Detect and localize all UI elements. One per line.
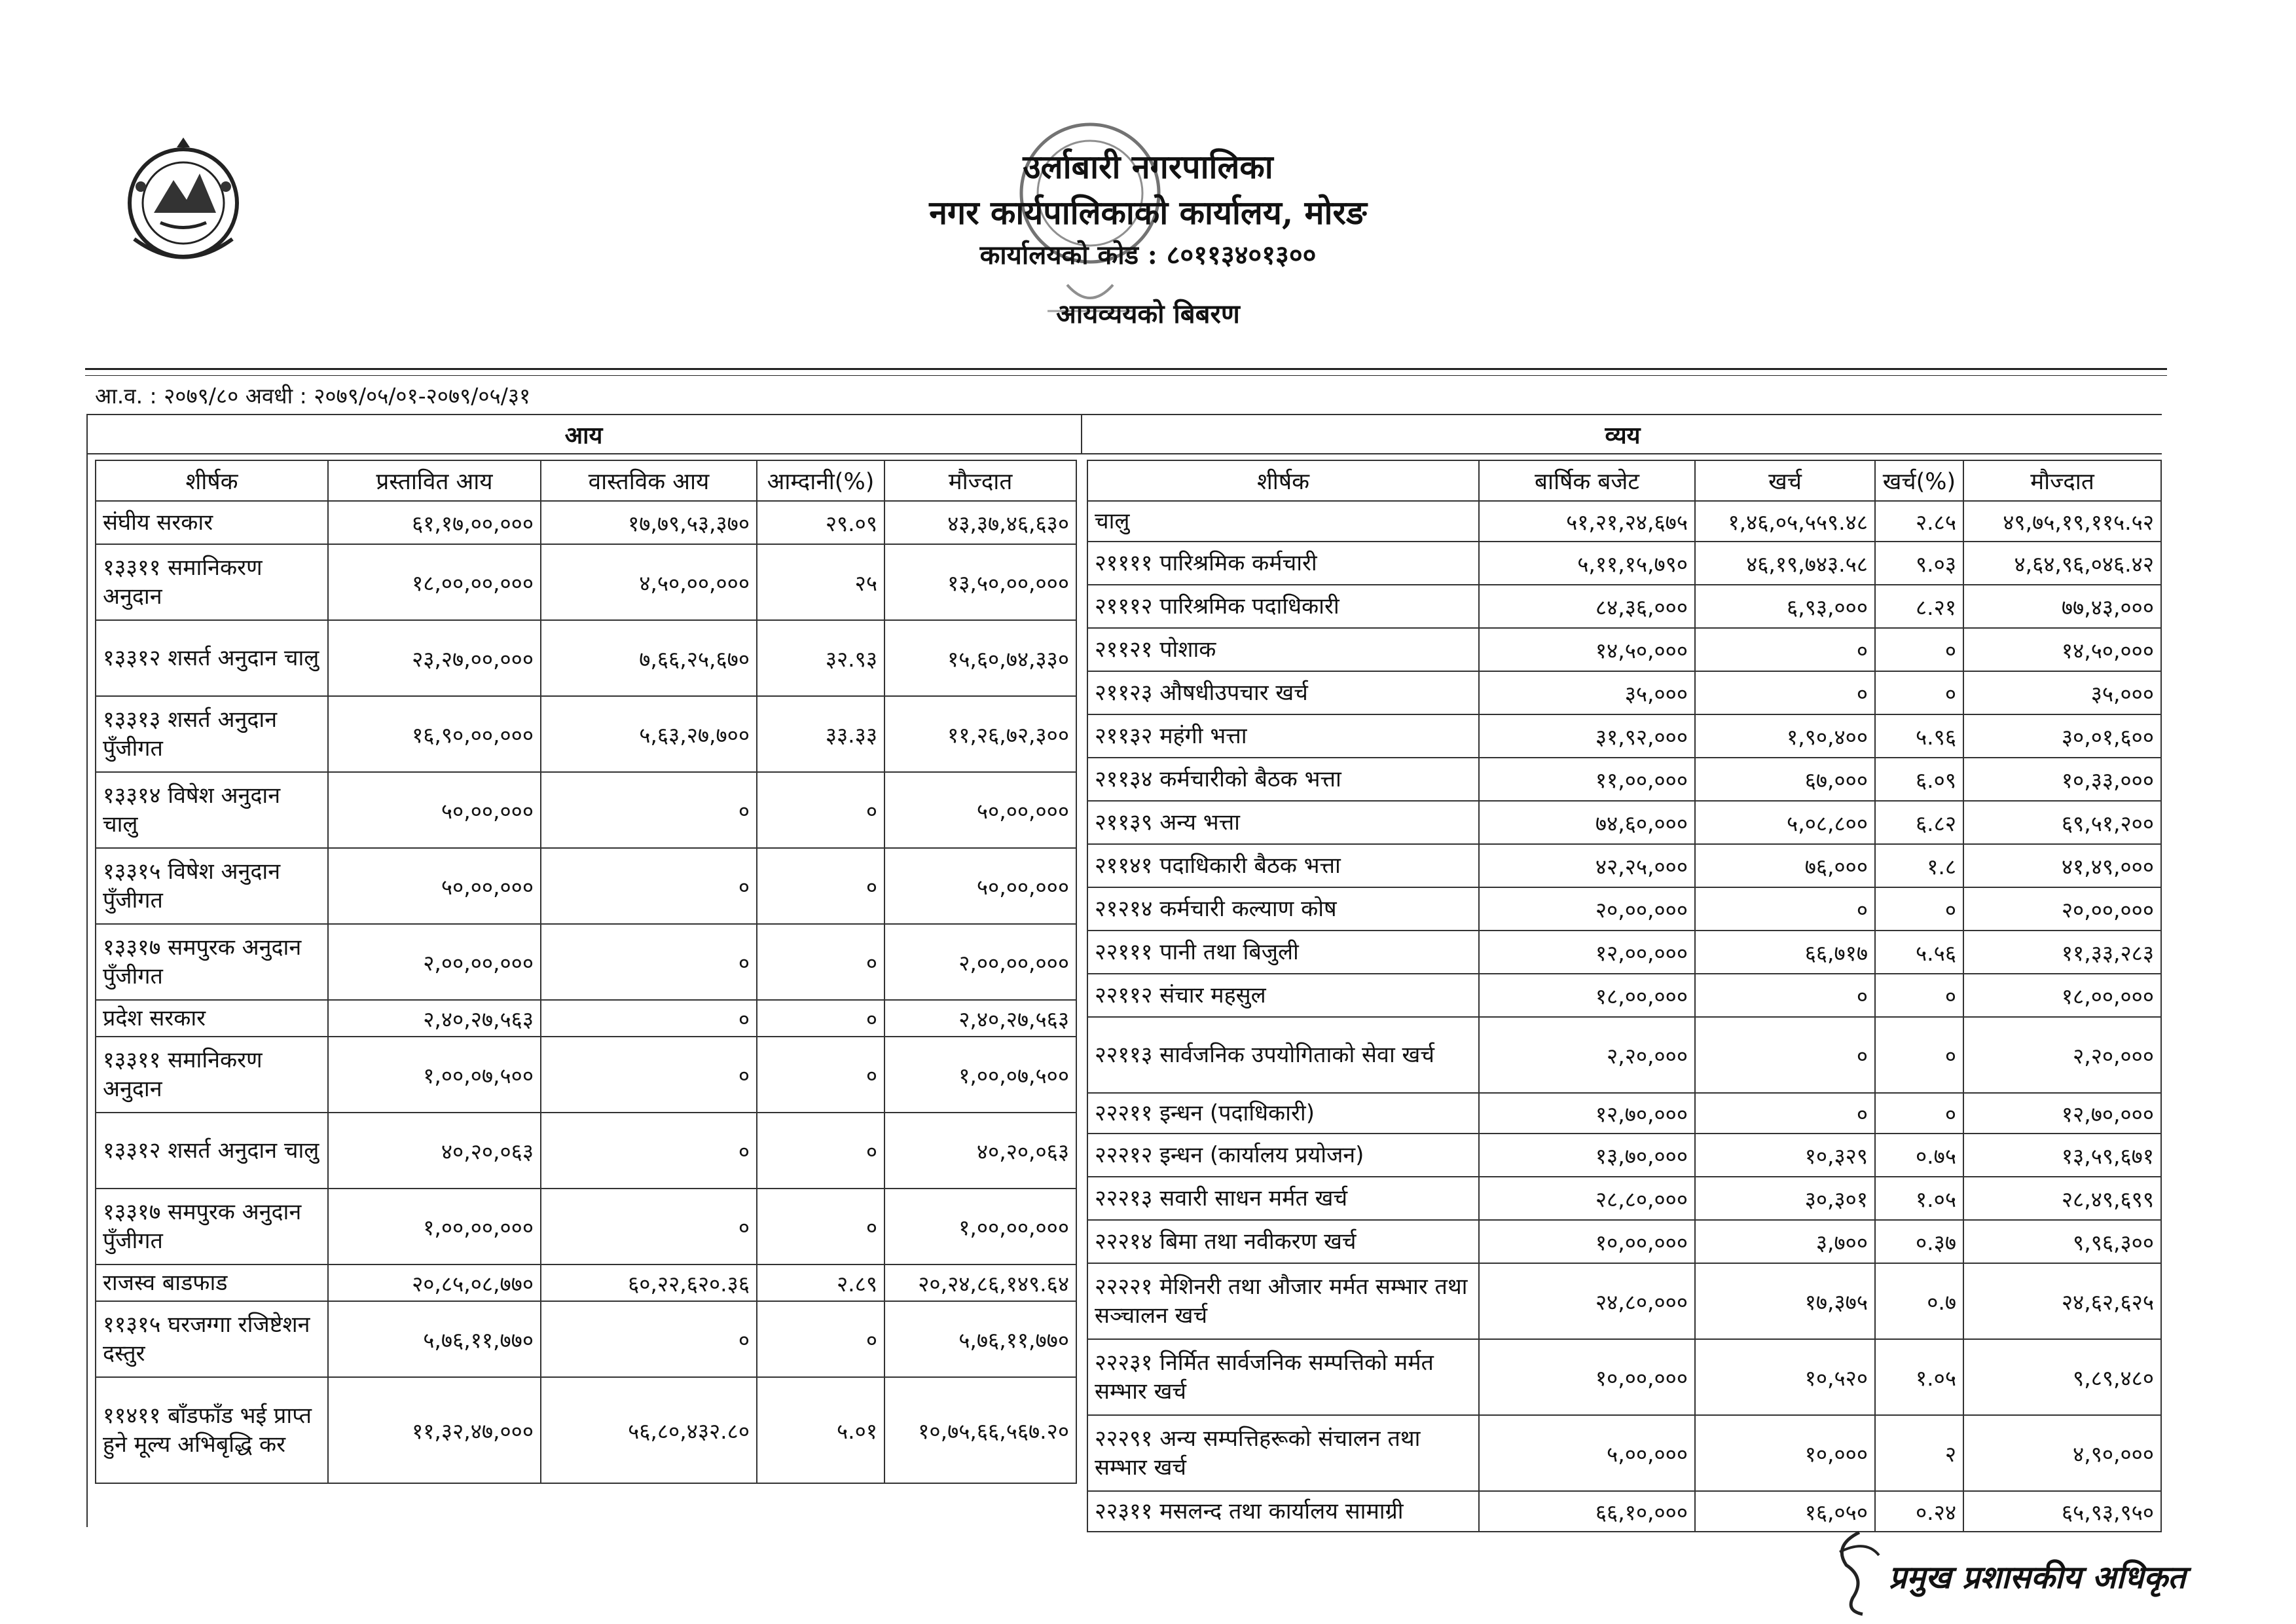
expense-cell-spent: १६,०५० xyxy=(1695,1491,1875,1532)
expense-cell-spent: ० xyxy=(1695,974,1875,1017)
income-cell-head: १३३१४ विषेश अनुदान चालु xyxy=(96,772,328,848)
income-cell-head: ११३१५ घरजग्गा रजिष्टेशन दस्तुर xyxy=(96,1301,328,1377)
income-cell-actual: ५६,८०,४३२.८० xyxy=(541,1377,757,1483)
expense-cell-head: चालु xyxy=(1087,501,1479,542)
income-cell-percent: ३२.९३ xyxy=(757,620,884,696)
expense-cell-budget: ६६,१०,००० xyxy=(1479,1491,1695,1532)
income-cell-balance: १०,७५,६६,५६७.२० xyxy=(884,1377,1076,1483)
expense-cell-percent: ०.७५ xyxy=(1875,1134,1963,1177)
expense-cell-spent: १०,३२९ xyxy=(1695,1134,1875,1177)
signatory-title: प्रमुख प्रशासकीय अधिकृत xyxy=(1889,1559,2186,1596)
expense-row xyxy=(1087,974,2161,1017)
income-cell-actual: १७,७९,५३,३७० xyxy=(541,501,757,544)
income-cell-balance: १,००,०७,५०० xyxy=(884,1037,1076,1113)
expense-row xyxy=(1087,1220,2161,1263)
expense-cell-head: २११११ पारिश्रमिक कर्मचारी xyxy=(1087,542,1479,585)
expense-row xyxy=(1087,931,2161,974)
income-cell-balance: २०,२४,८६,१४९.६४ xyxy=(884,1264,1076,1301)
expense-cell-budget: ८४,३६,००० xyxy=(1479,585,1695,628)
income-cell-percent: ५.०१ xyxy=(757,1377,884,1483)
expense-cell-balance: ६९,५१,२०० xyxy=(1963,801,2161,844)
expense-cell-percent: १.०५ xyxy=(1875,1339,1963,1415)
expense-cell-spent: १,९०,४०० xyxy=(1695,714,1875,758)
expense-cell-budget: ५१,२१,२४,६७५ xyxy=(1479,501,1695,542)
expense-row xyxy=(1087,1093,2161,1134)
expense-cell-percent: ०.७ xyxy=(1875,1263,1963,1339)
expense-cell-spent: ३,७०० xyxy=(1695,1220,1875,1263)
fiscal-period: आ.व. : २०७९/८० अवधी : २०७९/०५/०१-२०७९/०५/३१ xyxy=(95,383,531,409)
income-section-title: आय xyxy=(564,422,603,449)
income-cell-head: १३३१७ समपुरक अनुदान पुँजीगत xyxy=(96,1189,328,1264)
office-code: कार्यालयको कोड : ८०११३४०१३०० xyxy=(979,240,1317,270)
income-cell-percent: २५ xyxy=(757,544,884,620)
expense-cell-head: २११३९ अन्य भत्ता xyxy=(1087,801,1479,844)
expense-cell-head: २१२१४ कर्मचारी कल्याण कोष xyxy=(1087,887,1479,931)
header-rule-thin xyxy=(85,375,2167,376)
expense-cell-spent: १०,००० xyxy=(1695,1415,1875,1491)
expense-cell-head: २२१११ पानी तथा बिजुली xyxy=(1087,931,1479,974)
expense-cell-budget: ५,००,००० xyxy=(1479,1415,1695,1491)
income-row xyxy=(96,1264,1076,1301)
expense-cell-balance: १८,००,००० xyxy=(1963,974,2161,1017)
expense-cell-spent: ० xyxy=(1695,671,1875,714)
income-cell-balance: २,००,००,००० xyxy=(884,924,1076,1000)
document-header xyxy=(0,144,2296,334)
expense-cell-balance: १०,३३,००० xyxy=(1963,758,2161,801)
income-row xyxy=(96,1377,1076,1483)
expense-cell-budget: १०,००,००० xyxy=(1479,1339,1695,1415)
expense-cell-head: २२२१२ इन्धन (कार्यालय प्रयोजन) xyxy=(1087,1134,1479,1177)
expense-cell-spent: ० xyxy=(1695,628,1875,671)
expense-row xyxy=(1087,1415,2161,1491)
income-cell-balance: ४०,२०,०६३ xyxy=(884,1113,1076,1189)
income-cell-proposed: २,००,००,००० xyxy=(328,924,541,1000)
income-cell-proposed: १६,९०,००,००० xyxy=(328,696,541,772)
expense-cell-percent: ६.८२ xyxy=(1875,801,1963,844)
expense-cell-balance: १२,७०,००० xyxy=(1963,1093,2161,1134)
expense-cell-percent: ६.०९ xyxy=(1875,758,1963,801)
expense-cell-balance: ३०,०१,६०० xyxy=(1963,714,2161,758)
income-cell-balance: ५०,००,००० xyxy=(884,848,1076,924)
expense-cell-spent: ७६,००० xyxy=(1695,844,1875,887)
expense-col-head: शीर्षक xyxy=(1087,460,1479,501)
income-cell-actual: ७,६६,२५,६७० xyxy=(541,620,757,696)
expense-cell-balance: १३,५९,६७१ xyxy=(1963,1134,2161,1177)
expense-cell-head: २११२३ औषधीउपचार खर्च xyxy=(1087,671,1479,714)
income-cell-percent: ० xyxy=(757,1037,884,1113)
expense-cell-percent: ० xyxy=(1875,887,1963,931)
income-row xyxy=(96,620,1076,696)
expense-cell-budget: ११,००,००० xyxy=(1479,758,1695,801)
expense-cell-budget: ४२,२५,००० xyxy=(1479,844,1695,887)
expense-cell-percent: ० xyxy=(1875,628,1963,671)
expense-cell-balance: ४९,७५,१९,११५.५२ xyxy=(1963,501,2161,542)
expense-cell-budget: २८,८०,००० xyxy=(1479,1177,1695,1220)
expense-row xyxy=(1087,1491,2161,1532)
expense-cell-head: २११३४ कर्मचारीको बैठक भत्ता xyxy=(1087,758,1479,801)
expense-cell-spent: ६,९३,००० xyxy=(1695,585,1875,628)
income-cell-balance: ५०,००,००० xyxy=(884,772,1076,848)
expense-cell-balance: ३५,००० xyxy=(1963,671,2161,714)
income-cell-head: १३३११ समानिकरण अनुदान xyxy=(96,1037,328,1113)
expense-cell-budget: १३,७०,००० xyxy=(1479,1134,1695,1177)
expense-row xyxy=(1087,1339,2161,1415)
income-row xyxy=(96,772,1076,848)
expense-cell-head: २२३११ मसलन्द तथा कार्यालय सामाग्री xyxy=(1087,1491,1479,1532)
expense-cell-balance: ४१,४९,००० xyxy=(1963,844,2161,887)
expense-cell-head: २११२१ पोशाक xyxy=(1087,628,1479,671)
income-cell-proposed: ५,७६,११,७७० xyxy=(328,1301,541,1377)
expense-cell-spent: ६६,७१७ xyxy=(1695,931,1875,974)
income-cell-proposed: १,००,००,००० xyxy=(328,1189,541,1264)
expense-row xyxy=(1087,542,2161,585)
expense-row xyxy=(1087,714,2161,758)
expense-cell-percent: ० xyxy=(1875,1093,1963,1134)
income-cell-percent: ० xyxy=(757,772,884,848)
income-row xyxy=(96,924,1076,1000)
income-cell-actual: ० xyxy=(541,772,757,848)
expense-col-balance: मौज्दात xyxy=(1963,460,2161,501)
income-cell-balance: १३,५०,००,००० xyxy=(884,544,1076,620)
income-header-row xyxy=(96,460,1076,501)
income-cell-percent: ० xyxy=(757,1113,884,1189)
income-cell-head: १३३१५ विषेश अनुदान पुँजीगत xyxy=(96,848,328,924)
income-cell-balance: २,४०,२७,५६३ xyxy=(884,1000,1076,1037)
header-rule xyxy=(85,368,2167,370)
expense-cell-percent: ०.२४ xyxy=(1875,1491,1963,1532)
expense-cell-percent: ५.५६ xyxy=(1875,931,1963,974)
expense-cell-percent: ५.९६ xyxy=(1875,714,1963,758)
expense-cell-budget: १४,५०,००० xyxy=(1479,628,1695,671)
expense-cell-spent: ५,०८,८०० xyxy=(1695,801,1875,844)
income-row xyxy=(96,1301,1076,1377)
income-cell-percent: ० xyxy=(757,1189,884,1264)
expense-cell-budget: ३५,००० xyxy=(1479,671,1695,714)
expense-cell-balance: २०,००,००० xyxy=(1963,887,2161,931)
expense-cell-percent: २.८५ xyxy=(1875,501,1963,542)
income-cell-actual: ० xyxy=(541,1189,757,1264)
expense-cell-spent: ३०,३०१ xyxy=(1695,1177,1875,1220)
expense-cell-budget: १८,००,००० xyxy=(1479,974,1695,1017)
income-cell-percent: ० xyxy=(757,1000,884,1037)
expense-cell-balance: ४,९०,००० xyxy=(1963,1415,2161,1491)
expense-cell-head: २२२३१ निर्मित सार्वजनिक सम्पत्तिको मर्मत सम्भार खर्च xyxy=(1087,1339,1479,1415)
expense-cell-budget: १२,००,००० xyxy=(1479,931,1695,974)
expense-cell-balance: ७७,४३,००० xyxy=(1963,585,2161,628)
income-cell-percent: ० xyxy=(757,1301,884,1377)
expense-row xyxy=(1087,887,2161,931)
expense-row xyxy=(1087,1017,2161,1093)
income-row xyxy=(96,848,1076,924)
income-table xyxy=(95,460,1077,1484)
expense-cell-budget: २४,८०,००० xyxy=(1479,1263,1695,1339)
income-cell-percent: ० xyxy=(757,848,884,924)
expense-row xyxy=(1087,801,2161,844)
expense-cell-head: २२११३ सार्वजनिक उपयोगिताको सेवा खर्च xyxy=(1087,1017,1479,1093)
expense-cell-balance: ११,३३,२८३ xyxy=(1963,931,2161,974)
expense-row xyxy=(1087,501,2161,542)
income-cell-proposed: २३,२७,००,००० xyxy=(328,620,541,696)
income-cell-proposed: १,००,०७,५०० xyxy=(328,1037,541,1113)
income-row xyxy=(96,1000,1076,1037)
expense-cell-budget: १२,७०,००० xyxy=(1479,1093,1695,1134)
income-cell-balance: ४३,३७,४६,६३० xyxy=(884,501,1076,544)
income-row xyxy=(96,544,1076,620)
expense-cell-head: २२११२ संचार महसुल xyxy=(1087,974,1479,1017)
income-cell-percent: ३३.३३ xyxy=(757,696,884,772)
expense-cell-percent: ० xyxy=(1875,974,1963,1017)
income-cell-actual: ० xyxy=(541,848,757,924)
expense-cell-percent: ० xyxy=(1875,671,1963,714)
expense-col-percent: खर्च(%) xyxy=(1875,460,1963,501)
expense-cell-spent: ० xyxy=(1695,1017,1875,1093)
expense-cell-balance: ६५,९३,९५० xyxy=(1963,1491,2161,1532)
expense-row xyxy=(1087,758,2161,801)
income-row xyxy=(96,1113,1076,1189)
income-cell-head: १३३१२ शसर्त अनुदान चालु xyxy=(96,1113,328,1189)
expense-cell-head: २११४१ पदाधिकारी बैठक भत्ता xyxy=(1087,844,1479,887)
expense-row xyxy=(1087,585,2161,628)
expense-cell-percent: ८.२१ xyxy=(1875,585,1963,628)
expense-section-title: व्यय xyxy=(1081,415,2163,453)
signature-icon xyxy=(1827,1526,1892,1617)
income-cell-head: राजस्व बाडफाड xyxy=(96,1264,328,1301)
income-col-proposed: प्रस्तावित आय xyxy=(328,460,541,501)
expense-cell-percent: ० xyxy=(1875,1017,1963,1093)
income-col-head: शीर्षक xyxy=(96,460,328,501)
expense-row xyxy=(1087,844,2161,887)
expense-cell-spent: ६७,००० xyxy=(1695,758,1875,801)
income-cell-actual: ० xyxy=(541,1113,757,1189)
expense-row xyxy=(1087,1177,2161,1220)
income-cell-actual: ० xyxy=(541,1000,757,1037)
expense-cell-head: २२२९१ अन्य सम्पत्तिहरूको संचालन तथा सम्भार खर्च xyxy=(1087,1415,1479,1491)
income-cell-balance: १५,६०,७४,३३० xyxy=(884,620,1076,696)
expense-cell-balance: ४,६४,९६,०४६.४२ xyxy=(1963,542,2161,585)
income-cell-balance: ११,२६,७२,३०० xyxy=(884,696,1076,772)
expense-cell-balance: २,२०,००० xyxy=(1963,1017,2161,1093)
expense-cell-balance: २८,४९,६९९ xyxy=(1963,1177,2161,1220)
income-cell-head: ११४११ बाँडफाँड भई प्राप्त हुने मूल्य अभिबृद्धि कर xyxy=(96,1377,328,1483)
income-cell-head: प्रदेश सरकार xyxy=(96,1000,328,1037)
income-cell-proposed: ११,३२,४७,००० xyxy=(328,1377,541,1483)
income-cell-percent: २.८९ xyxy=(757,1264,884,1301)
income-cell-proposed: १८,००,००,००० xyxy=(328,544,541,620)
income-cell-proposed: ५०,००,००० xyxy=(328,772,541,848)
income-cell-actual: ६०,२२,६२०.३६ xyxy=(541,1264,757,1301)
income-cell-actual: ० xyxy=(541,924,757,1000)
office-title: नगर कार्यपालिकाको कार्यालय, मोरङ xyxy=(929,193,1367,232)
expense-col-spent: खर्च xyxy=(1695,460,1875,501)
expense-cell-percent: २ xyxy=(1875,1415,1963,1491)
expense-cell-spent: १७,३७५ xyxy=(1695,1263,1875,1339)
income-cell-head: १३३१२ शसर्त अनुदान चालु xyxy=(96,620,328,696)
expense-cell-percent: ०.३७ xyxy=(1875,1220,1963,1263)
income-col-balance: मौज्दात xyxy=(884,460,1076,501)
expense-cell-spent: ४६,१९,७४३.५८ xyxy=(1695,542,1875,585)
expense-cell-spent: १,४६,०५,५५९.४८ xyxy=(1695,501,1875,542)
expense-cell-percent: १.८ xyxy=(1875,844,1963,887)
expense-cell-spent: १०,५२० xyxy=(1695,1339,1875,1415)
expense-row xyxy=(1087,1263,2161,1339)
expense-row xyxy=(1087,628,2161,671)
expense-cell-head: २१११२ पारिश्रमिक पदाधिकारी xyxy=(1087,585,1479,628)
income-cell-head: १३३१७ समपुरक अनुदान पुँजीगत xyxy=(96,924,328,1000)
expense-cell-spent: ० xyxy=(1695,887,1875,931)
income-cell-actual: ० xyxy=(541,1301,757,1377)
expense-cell-budget: ३१,९२,००० xyxy=(1479,714,1695,758)
expense-cell-budget: ७४,६०,००० xyxy=(1479,801,1695,844)
expense-cell-balance: २४,६२,६२५ xyxy=(1963,1263,2161,1339)
income-row xyxy=(96,1189,1076,1264)
income-row xyxy=(96,696,1076,772)
income-cell-percent: २९.०९ xyxy=(757,501,884,544)
income-col-actual: वास्तविक आय xyxy=(541,460,757,501)
expense-cell-budget: २,२०,००० xyxy=(1479,1017,1695,1093)
expense-row xyxy=(1087,671,2161,714)
income-cell-percent: ० xyxy=(757,924,884,1000)
expense-cell-spent: ० xyxy=(1695,1093,1875,1134)
expense-cell-head: २२२१३ सवारी साधन मर्मत खर्च xyxy=(1087,1177,1479,1220)
expense-header-row xyxy=(1087,460,2161,501)
expense-cell-head: २११३२ महंगी भत्ता xyxy=(1087,714,1479,758)
expense-cell-budget: २०,००,००० xyxy=(1479,887,1695,931)
income-cell-actual: ० xyxy=(541,1037,757,1113)
income-cell-proposed: ५०,००,००० xyxy=(328,848,541,924)
income-cell-actual: ४,५०,००,००० xyxy=(541,544,757,620)
expense-cell-head: २२२२१ मेशिनरी तथा औजार मर्मत सम्भार तथा सञ्चालन खर्च xyxy=(1087,1263,1479,1339)
expense-cell-percent: ९.०३ xyxy=(1875,542,1963,585)
expense-table xyxy=(1087,460,2162,1532)
income-cell-proposed: २०,८५,०८,७७० xyxy=(328,1264,541,1301)
income-row xyxy=(96,501,1076,544)
expense-cell-balance: ९,८९,४८० xyxy=(1963,1339,2161,1415)
income-cell-head: १३३११ समानिकरण अनुदान xyxy=(96,544,328,620)
expense-cell-head: २२२१४ बिमा तथा नवीकरण खर्च xyxy=(1087,1220,1479,1263)
expense-cell-budget: १०,००,००० xyxy=(1479,1220,1695,1263)
section-head-rule xyxy=(88,453,2162,454)
expense-cell-balance: १४,५०,००० xyxy=(1963,628,2161,671)
income-cell-proposed: २,४०,२७,५६३ xyxy=(328,1000,541,1037)
income-cell-balance: १,००,००,००० xyxy=(884,1189,1076,1264)
income-cell-actual: ५,६३,२७,७०० xyxy=(541,696,757,772)
income-col-percent: आम्दानी(%) xyxy=(757,460,884,501)
income-cell-head: संघीय सरकार xyxy=(96,501,328,544)
income-cell-balance: ५,७६,११,७७० xyxy=(884,1301,1076,1377)
income-cell-head: १३३१३ शसर्त अनुदान पुँजीगत xyxy=(96,696,328,772)
income-cell-proposed: ६१,१७,००,००० xyxy=(328,501,541,544)
income-cell-proposed: ४०,२०,०६३ xyxy=(328,1113,541,1189)
expense-row xyxy=(1087,1134,2161,1177)
expense-col-budget: बार्षिक बजेट xyxy=(1479,460,1695,501)
expense-cell-balance: ९,९६,३०० xyxy=(1963,1220,2161,1263)
report-heading: आयव्ययको बिबरण xyxy=(1056,299,1240,329)
municipality-title: उर्लाबारी नगरपालिका xyxy=(1023,147,1273,186)
expense-cell-budget: ५,११,१५,७९० xyxy=(1479,542,1695,585)
expense-cell-percent: १.०५ xyxy=(1875,1177,1963,1220)
income-row xyxy=(96,1037,1076,1113)
expense-cell-head: २२२११ इन्धन (पदाधिकारी) xyxy=(1087,1093,1479,1134)
